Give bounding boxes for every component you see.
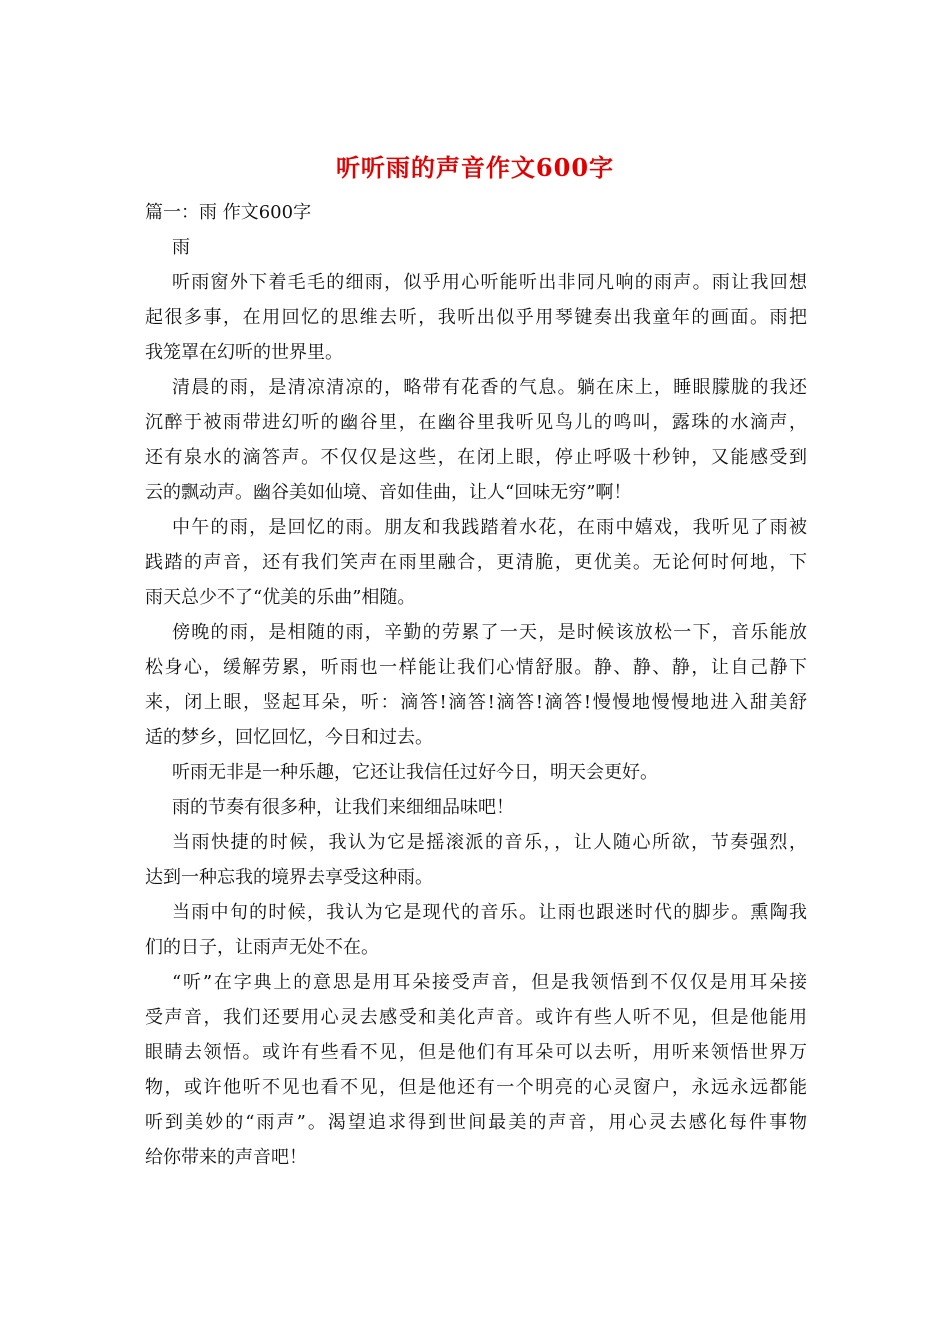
text-line: 雨 [172, 237, 190, 258]
text-line: 云的飘动声。幽谷美如仙境、音如佳曲，让人“回味无穷”啊！ [145, 482, 632, 503]
text-line: 听雨无非是一种乐趣，它还让我信任过好今日，明天会更好。 [172, 762, 658, 783]
text-line: 松身心，缓解劳累，听雨也一样能让我们心情舒服。静、静、静，让自己静下 [145, 657, 807, 678]
text-line: 听雨窗外下着毛毛的细雨，似乎用心听能听出非同凡响的雨声。雨让我回想 [172, 272, 807, 293]
document-title: 听听雨的声音作文600字 [335, 153, 615, 182]
text-line: 还有泉水的滴答声。不仅仅是这些，在闭上眼，停止呼吸十秒钟，又能感受到 [145, 447, 807, 468]
text-line: 达到一种忘我的境界去享受这种雨。 [145, 867, 433, 888]
text-line: 来，闭上眼，竖起耳朵，听：滴答!滴答!滴答!滴答!慢慢地慢慢地进入甜美舒 [145, 692, 807, 713]
text-line: 沉醉于被雨带进幻听的幽谷里，在幽谷里我听见鸟儿的鸣叫，露珠的水滴声， [145, 412, 807, 433]
text-line: 当雨中旬的时候，我认为它是现代的音乐。让雨也跟迷时代的脚步。熏陶我 [172, 902, 807, 923]
document-body [145, 196, 807, 1175]
text-line: 起很多事，在用回忆的思维去听，我听出似乎用琴键奏出我童年的画面。雨把 [145, 307, 807, 328]
text-line: 适的梦乡，回忆回忆，今日和过去。 [145, 727, 433, 748]
text-line: 傍晚的雨，是相随的雨，辛勤的劳累了一天，是时候该放松一下，音乐能放 [172, 622, 807, 643]
text-line: 当雨快捷的时候，我认为它是摇滚派的音乐，，让人随心所欲，节奏强烈， [172, 832, 807, 853]
text-line: 受声音，我们还要用心灵去感受和美化声音。或许有些人听不见，但是他能用 [145, 1007, 807, 1028]
text-line: 们的日子，让雨声无处不在。 [145, 937, 379, 958]
text-line: 雨的节奏有很多种，让我们来细细品味吧！ [172, 797, 514, 818]
section-heading: 篇一：雨 作文600字 [145, 202, 312, 223]
text-line: 中午的雨，是回忆的雨。朋友和我践踏着水花，在雨中嬉戏，我听见了雨被 [172, 517, 807, 538]
text-line: 我笼罩在幻听的世界里。 [145, 342, 343, 363]
text-line: “听”在字典上的意思是用耳朵接受声音，但是我领悟到不仅仅是用耳朵接 [172, 972, 807, 993]
text-line: 听到美妙的“雨声”。渴望追求得到世间最美的声音，用心灵去感化每件事物 [145, 1112, 807, 1133]
text-line: 践踏的声音，还有我们笑声在雨里融合，更清脆，更优美。无论何时何地，下 [145, 552, 807, 573]
text-line: 物，或许他听不见也看不见，但是他还有一个明亮的心灵窗户，永远永远都能 [145, 1077, 807, 1098]
text-line: 雨天总少不了“优美的乐曲”相随。 [145, 587, 416, 608]
text-line: 清晨的雨，是清凉清凉的，略带有花香的气息。躺在床上，睡眼朦胧的我还 [172, 377, 807, 398]
text-line: 眼睛去领悟。或许有些看不见，但是他们有耳朵可以去听，用听来领悟世界万 [145, 1042, 807, 1063]
text-line: 给你带来的声音吧！ [145, 1147, 307, 1168]
